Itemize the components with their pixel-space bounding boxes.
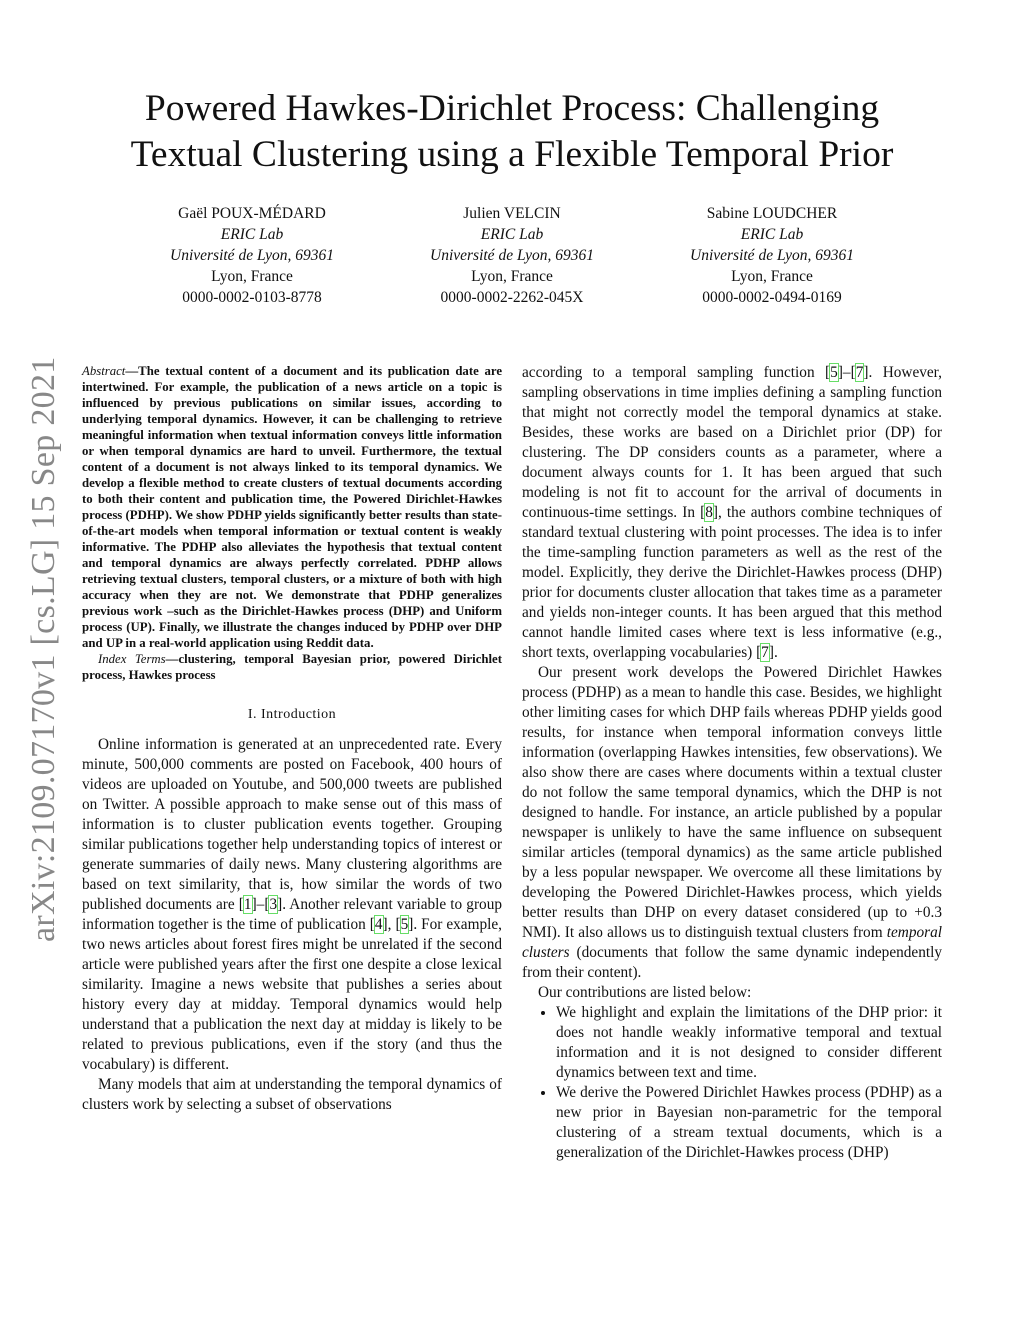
author-city: Lyon, France <box>731 268 813 285</box>
citation-link[interactable]: 3 <box>269 896 278 913</box>
intro-paragraph-4: Our present work develops the Powered Dirichlet Hawkes process (PDHP) as a mean to handle this case. Besides, we highlight other limiting cases for which DHP fails whereas PDHP yields good results, for instance when temporal information conveys little information (overlapping Hawkes intensities, few observations). We also show there are cases where documents within a textual cluster do not follow the same temporal dynamics, which the DHP is not designed to handle. For instance, an article published by a popular newspaper is unlikely to have the same influence on subsequent similar articles (temporal dynamics) as the same article published by a less popular newspaper. We overcome all these limitations by developing the Powered Dirichlet-Hawkes process, which yields better results than DHP on every dataset considered (up to +0.3 NMI). It also allows us to distinguish textual clusters from temporal clusters (documents that follow the same dynamic independently from their content). <box>522 664 942 981</box>
author-university: Université de Lyon, 69361 <box>170 247 334 264</box>
left-column <box>82 363 502 1115</box>
citation-link[interactable]: 7 <box>761 644 769 661</box>
author-block <box>0 203 1024 313</box>
citation-link[interactable]: 4 <box>374 916 383 933</box>
section-heading-introduction: I. Introduction <box>247 707 337 722</box>
list-item: • We derive the Powered Dirichlet Hawkes process (PDHP) as a new prior in Bayesian non-parametric for the temporal clustering of a stream textual documents, which is a generalization of the Dirichlet-Hawkes process (DHP) <box>556 1083 942 1163</box>
paper-title <box>60 86 964 178</box>
abstract <box>82 363 502 651</box>
author-3 <box>642 203 902 308</box>
author-city: Lyon, France <box>471 268 553 285</box>
title-line-1: Powered Hawkes-Dirichlet Process: Challenging <box>144 88 880 129</box>
author-name: Gaël POUX-MÉDARD <box>178 205 326 222</box>
index-terms-label: Index Terms <box>98 652 166 666</box>
author-lab: ERIC Lab <box>480 226 544 243</box>
list-item: • We highlight and explain the limitations of the DHP prior: it does not handle weakly informative temporal and textual information and it is not designed to consider different dynamics between text and time. <box>556 1003 942 1083</box>
author-orcid: 0000-0002-2262-045X <box>440 289 584 306</box>
abstract-text: —The textual content of a document and its publication date are intertwined. For example, the publication of a news article on a topic is influenced by previous publications on similar issues, according to underlying temporal dynamics. However, it can be challenging to retrieve meaningful information when textual information conveys little information or when temporal dynamics are hard to unveil. Furthermore, the textual content of a document is not always linked to its temporal dynamics. We develop a flexible method to create clusters of textual documents according to both their content and publication time, the Powered Dirichlet-Hawkes process (PDHP). We show PDHP yields significantly better results than state-of-the-art models when temporal information or textual content is weakly informative. The PDHP also alleviates the hypothesis that textual content and temporal dynamics are always perfectly correlated. PDHP allows retrieving textual clusters, temporal clusters, or a mixture of both with high accuracy when they are not. We demonstrate that PDHP generalizes previous work –such as the Dirichlet-Hawkes process (DHP) and Uniform process (UP). Finally, we illustrate the changes induced by PDHP over DHP and UP in a real-world application using Reddit data. <box>82 364 502 650</box>
citation-link[interactable]: 8 <box>705 504 713 521</box>
arxiv-identifier[interactable]: arXiv:2109.07170v1 [cs.LG] 15 Sep 2021 <box>25 356 62 942</box>
intro-paragraph-3: according to a temporal sampling function [5]–[7]. However, sampling observations in time implies defining a sampling function that might not correctly model the temporal dynamics at stake. Besides, these works are based on a Dirichlet prior (DP) for clustering. The DP considers counts as a parameter, where a document always counts for 1. It has been argued that such modeling is not fit to account for the arrival of documents in continuous-time settings. In [8], the authors combine techniques of standard textual clustering with point processes. The idea is to infer the time-sampling function parameters as well as the rest of the model. Explicitly, they derive the Dirichlet-Hawkes process (DHP) prior for documents cluster allocation that takes time as a parameter and yields non-integer counts. It has been argued that this method cannot handle limited cases where text is less informative (e.g., short texts, overlapping vocabularies) [7]. <box>522 364 942 661</box>
author-name: Julien VELCIN <box>463 205 561 222</box>
citation-link[interactable]: 7 <box>855 364 864 381</box>
author-name: Sabine LOUDCHER <box>706 205 838 222</box>
citation-link[interactable]: 5 <box>400 916 409 933</box>
author-lab: ERIC Lab <box>740 226 804 243</box>
author-city: Lyon, France <box>211 268 293 285</box>
index-terms-text: —clustering, temporal Bayesian prior, powered Dirichlet process, Hawkes process <box>82 652 502 682</box>
right-column <box>522 363 942 1163</box>
author-2 <box>382 203 642 308</box>
abstract-label: Abstract <box>82 364 126 378</box>
author-university: Université de Lyon, 69361 <box>430 247 594 264</box>
citation-link[interactable]: 1 <box>243 896 252 913</box>
author-orcid: 0000-0002-0494-0169 <box>702 289 842 306</box>
author-orcid: 0000-0002-0103-8778 <box>182 289 322 306</box>
title-line-2: Textual Clustering using a Flexible Temporal Prior <box>130 134 894 175</box>
intro-paragraph-2: Many models that aim at understanding the temporal dynamics of clusters work by selecting a subset of observations <box>82 1076 502 1113</box>
author-1 <box>122 203 382 308</box>
index-terms <box>82 651 502 683</box>
citation-link[interactable]: 5 <box>830 364 838 381</box>
author-lab: ERIC Lab <box>220 226 284 243</box>
intro-paragraph-1: Online information is generated at an unprecedented rate. Every minute, 500,000 comments are posted on Facebook, 400 hours of videos are uploaded on Youtube, and 500,000 tweets are published on Twitter. A possible approach to make sense out of this mass of information is to cluster publication events together. Grouping similar publications together help understanding topics of interest or generate summaries of daily news. Many clustering algorithms are based on text similarity, that is, how similar the words of two published documents are [1]–[3]. Another relevant variable to group information together is the time of publication [4], [5]. For example, two news articles about forest fires might be unrelated if the second article were published years after the first one despite a close lexical similarity. Imagine a news website that publishes a series about history every day at midday. Temporal dynamics would help understand that a publication the next day at midday is likely to be related to previous publications, even if the story (and thus the vocabulary) is different. <box>82 736 502 1073</box>
contributions-intro: Our contributions are listed below: <box>538 984 752 1001</box>
contributions-list <box>522 1003 942 1163</box>
author-university: Université de Lyon, 69361 <box>690 247 854 264</box>
